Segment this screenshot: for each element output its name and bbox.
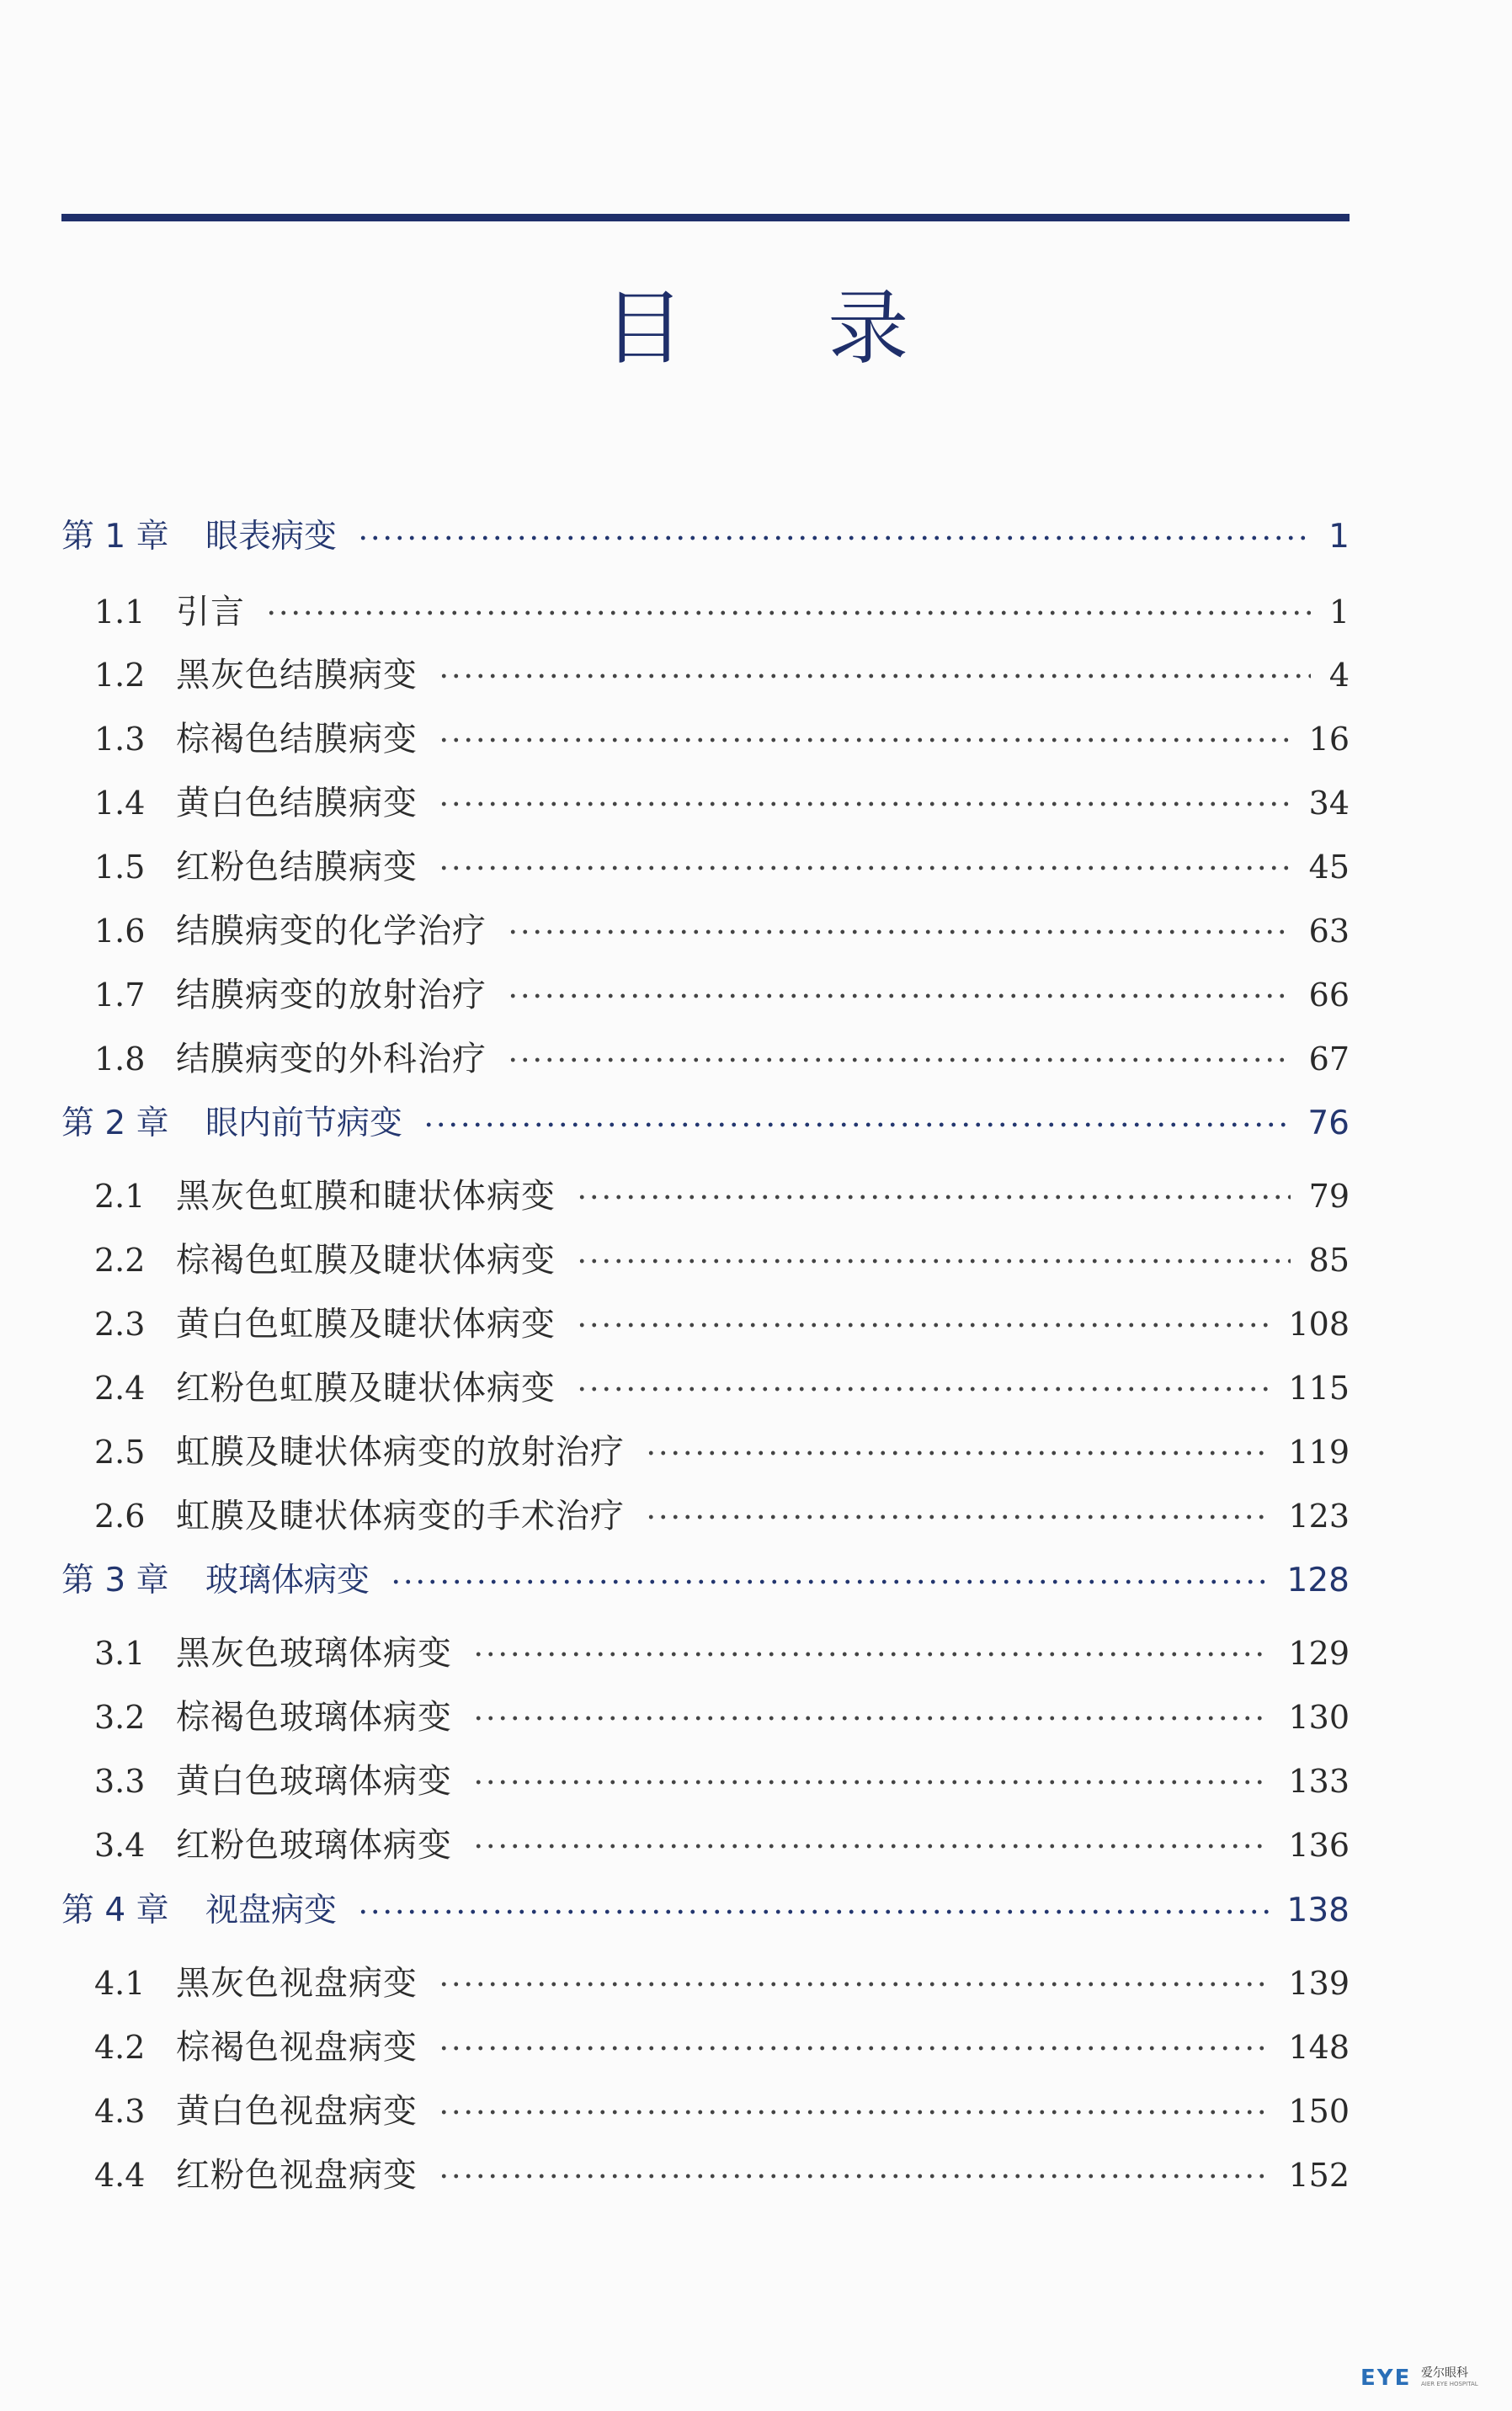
chapter-number: 第 1 章	[61, 518, 169, 556]
section-number: 2.3	[94, 1306, 146, 1343]
page-number: 108	[1288, 1306, 1350, 1343]
section-number: 4.4	[94, 2157, 146, 2194]
leader-dots	[576, 1323, 1270, 1328]
section-title: 结膜病变的外科治疗	[176, 1040, 487, 1078]
toc-section-entry[interactable]	[0, 1817, 1512, 1874]
toc-section-entry[interactable]	[0, 902, 1512, 960]
section-title: 虹膜及睫状体病变的手术治疗	[176, 1497, 625, 1535]
section-number: 3.2	[94, 1699, 146, 1736]
section-number: 3.1	[94, 1635, 146, 1672]
toc-chapter-entry[interactable]	[0, 1552, 1512, 1610]
leader-dots	[472, 1780, 1270, 1785]
leader-dots	[438, 865, 1291, 870]
page-number: 16	[1308, 721, 1350, 758]
page-number: 139	[1288, 1965, 1350, 2002]
leader-dots	[438, 2046, 1270, 2051]
toc-section-entry[interactable]	[0, 966, 1512, 1024]
toc-section-entry[interactable]	[0, 1753, 1512, 1810]
section-title: 黑灰色虹膜和睫状体病变	[176, 1177, 556, 1216]
section-title: 结膜病变的放射治疗	[176, 976, 487, 1014]
chapter-title: 视盘病变	[205, 1892, 338, 1929]
toc-section-entry[interactable]	[0, 2019, 1512, 2076]
chapter-number: 第 2 章	[61, 1104, 169, 1142]
page-number: 4	[1328, 657, 1350, 694]
watermark-cn: 爱尔眼科	[1421, 2366, 1468, 2380]
section-title: 黄白色结膜病变	[176, 784, 418, 822]
toc-section-entry[interactable]	[0, 1232, 1512, 1289]
leader-dots	[472, 1844, 1270, 1849]
section-title: 红粉色玻璃体病变	[176, 1826, 452, 1865]
leader-dots	[645, 1450, 1270, 1456]
page-number: 133	[1288, 1763, 1350, 1800]
leader-dots	[438, 1982, 1270, 1987]
section-title: 棕褐色视盘病变	[176, 2028, 418, 2067]
section-number: 2.5	[94, 1434, 146, 1471]
page-number: 115	[1288, 1370, 1350, 1407]
section-title: 红粉色结膜病变	[176, 848, 418, 886]
section-number: 1.8	[94, 1041, 146, 1078]
section-number: 1.2	[94, 657, 146, 694]
toc-chapter-entry[interactable]	[0, 1882, 1512, 1940]
leader-dots	[472, 1652, 1270, 1657]
toc-section-entry[interactable]	[0, 774, 1512, 832]
toc-section-entry[interactable]	[0, 1488, 1512, 1545]
section-title: 黑灰色结膜病变	[176, 656, 418, 695]
page-number: 85	[1308, 1242, 1350, 1279]
section-title: 棕褐色虹膜及睫状体病变	[176, 1241, 556, 1280]
section-title: 黄白色玻璃体病变	[176, 1762, 452, 1801]
toc-section-entry[interactable]	[0, 1360, 1512, 1417]
section-title: 结膜病变的化学治疗	[176, 912, 487, 950]
leader-dots	[438, 737, 1291, 742]
section-title: 虹膜及睫状体病变的放射治疗	[176, 1433, 625, 1472]
page-number: 148	[1288, 2029, 1350, 2066]
chapter-number: 第 4 章	[61, 1892, 169, 1929]
section-number: 1.3	[94, 721, 146, 758]
chapter-title: 玻璃体病变	[205, 1562, 370, 1599]
page-number: 76	[1307, 1104, 1350, 1142]
section-number: 1.1	[94, 593, 146, 631]
page-number: 45	[1308, 849, 1350, 886]
section-number: 3.4	[94, 1827, 146, 1864]
page-number: 1	[1328, 518, 1350, 556]
leader-dots	[507, 993, 1291, 998]
section-title: 黑灰色视盘病变	[176, 1964, 418, 2003]
section-title: 黄白色视盘病变	[176, 2092, 418, 2131]
watermark-en: AIER EYE HOSPITAL	[1421, 2381, 1478, 2387]
page-number: 152	[1288, 2157, 1350, 2194]
section-number: 4.1	[94, 1965, 146, 2002]
toc-chapter-entry[interactable]	[0, 1095, 1512, 1152]
page-number: 1	[1328, 593, 1350, 631]
section-number: 2.1	[94, 1178, 146, 1215]
leader-dots	[507, 1057, 1291, 1062]
section-number: 3.3	[94, 1763, 146, 1800]
page-number: 66	[1308, 977, 1350, 1014]
leader-dots	[438, 2174, 1270, 2179]
watermark-mark: EYE	[1360, 2366, 1412, 2391]
leader-dots	[357, 1909, 1269, 1914]
chapter-number: 第 3 章	[61, 1562, 169, 1599]
page-number: 119	[1288, 1434, 1350, 1471]
toc-section-entry[interactable]	[0, 1689, 1512, 1746]
leader-dots	[438, 673, 1311, 679]
section-title: 红粉色虹膜及睫状体病变	[176, 1369, 556, 1408]
page-number: 130	[1288, 1699, 1350, 1736]
toc-section-entry[interactable]	[0, 647, 1512, 704]
toc-section-entry[interactable]	[0, 2083, 1512, 2140]
page-number: 128	[1286, 1562, 1350, 1599]
section-number: 2.2	[94, 1242, 146, 1279]
section-number: 2.4	[94, 1370, 146, 1407]
toc-section-entry[interactable]	[0, 1424, 1512, 1481]
toc-section-entry[interactable]	[0, 1168, 1512, 1225]
leader-dots	[576, 1195, 1291, 1200]
toc-title: 目 录	[603, 281, 968, 375]
toc-section-entry[interactable]	[0, 838, 1512, 896]
section-title: 引言	[176, 593, 245, 631]
section-number: 1.5	[94, 849, 146, 886]
section-title: 红粉色视盘病变	[176, 2156, 418, 2195]
section-number: 4.2	[94, 2029, 146, 2066]
page-number: 138	[1286, 1892, 1350, 1929]
toc-section-entry[interactable]	[0, 1030, 1512, 1088]
page-number: 67	[1308, 1041, 1350, 1078]
section-title: 棕褐色玻璃体病变	[176, 1698, 452, 1737]
leader-dots	[645, 1514, 1270, 1520]
section-number: 1.7	[94, 977, 146, 1014]
watermark-logo	[1360, 2362, 1487, 2396]
leader-dots	[576, 1386, 1270, 1392]
page-number: 63	[1308, 913, 1350, 950]
chapter-title: 眼内前节病变	[205, 1104, 403, 1142]
toc-chapter-entry[interactable]	[0, 508, 1512, 566]
leader-dots	[438, 2110, 1270, 2115]
page-number: 136	[1288, 1827, 1350, 1864]
section-title: 黑灰色玻璃体病变	[176, 1634, 452, 1673]
leader-dots	[265, 610, 1311, 615]
page-number: 79	[1308, 1178, 1350, 1215]
page-number: 34	[1308, 785, 1350, 822]
leader-dots	[390, 1579, 1269, 1584]
page-number: 129	[1288, 1635, 1350, 1672]
leader-dots	[576, 1259, 1291, 1264]
section-title: 黄白色虹膜及睫状体病变	[176, 1305, 556, 1344]
toc-section-entry[interactable]	[0, 2147, 1512, 2204]
section-number: 1.6	[94, 913, 146, 950]
toc-section-entry[interactable]	[0, 1296, 1512, 1353]
section-number: 2.6	[94, 1498, 146, 1535]
toc-section-entry[interactable]	[0, 1625, 1512, 1682]
section-number: 1.4	[94, 785, 146, 822]
page-number: 150	[1288, 2093, 1350, 2130]
leader-dots	[357, 535, 1310, 540]
leader-dots	[423, 1122, 1289, 1127]
toc-section-entry[interactable]	[0, 711, 1512, 768]
chapter-title: 眼表病变	[205, 518, 338, 556]
toc-section-entry[interactable]	[0, 583, 1512, 641]
leader-dots	[507, 929, 1291, 934]
section-title: 棕褐色结膜病变	[176, 720, 418, 758]
leader-dots	[438, 801, 1291, 806]
toc-section-entry[interactable]	[0, 1955, 1512, 2012]
leader-dots	[472, 1716, 1270, 1721]
section-number: 4.3	[94, 2093, 146, 2130]
page-number: 123	[1288, 1498, 1350, 1535]
